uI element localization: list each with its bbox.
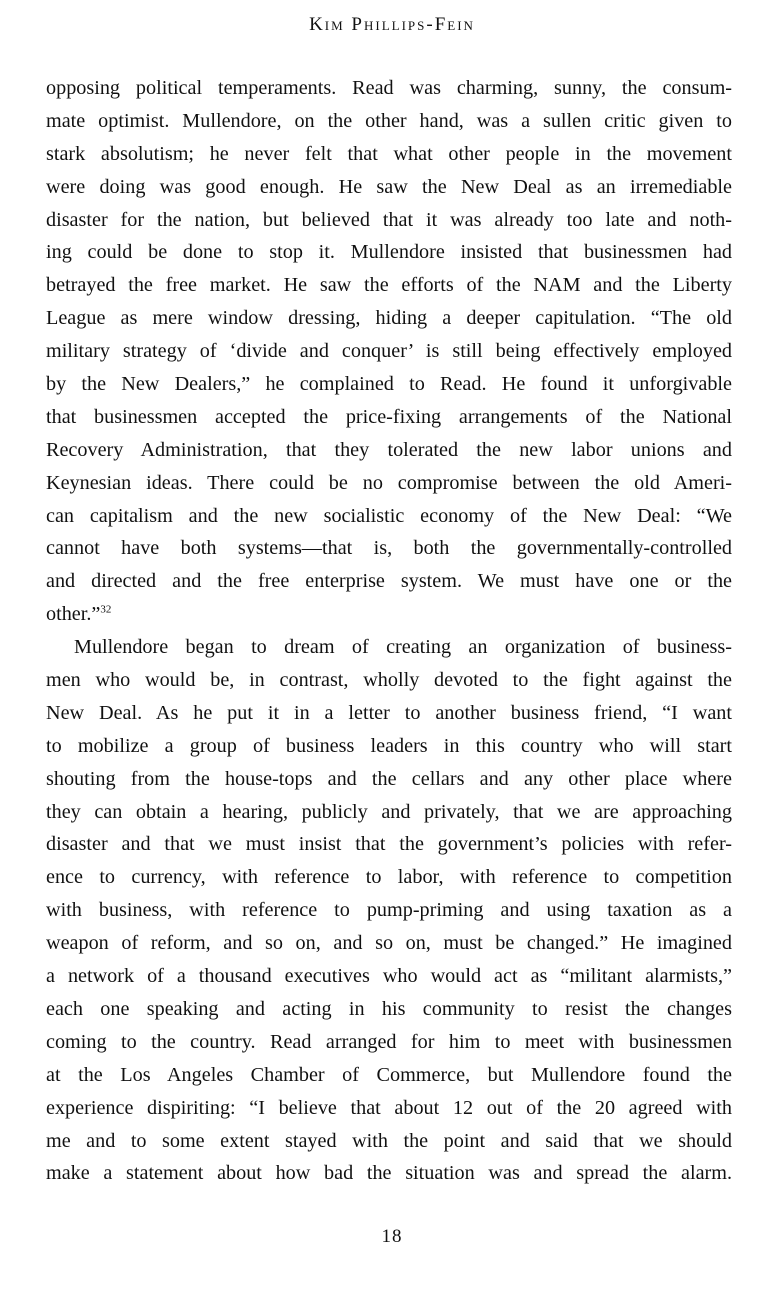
paragraph-2 xyxy=(46,631,732,1190)
text-line: stark absolutism; he never felt that what other people in the movement xyxy=(46,142,732,165)
text-line: men who would be, in contrast, wholly devoted to the fight against the xyxy=(46,669,732,692)
text-line: by the New Dealers,” he complained to Read. He found it unforgivable xyxy=(46,373,732,396)
text-line: weapon of reform, and so on, and so on, must be changed.” He imagined xyxy=(46,932,732,955)
text-line-content: other.” xyxy=(46,603,101,626)
body-text xyxy=(46,72,732,1190)
text-line: and directed and the free enterprise system. We must have one or the xyxy=(46,570,732,593)
text-line: ence to currency, with reference to labor, with reference to competition xyxy=(46,866,732,889)
text-line: military strategy of ‘divide and conquer’ is still being effectively employed xyxy=(46,340,732,363)
text-line: disaster and that we must insist that the government’s policies with refer- xyxy=(46,833,732,856)
text-line: New Deal. As he put it in a letter to another business friend, “I want xyxy=(46,701,732,724)
text-line: Recovery Administration, that they tolerated the new labor unions and xyxy=(46,438,732,461)
text-line: me and to some extent stayed with the point and said that we should xyxy=(46,1129,732,1152)
text-line: that businessmen accepted the price-fixing arrangements of the National xyxy=(46,405,732,428)
text-line: Mullendore began to dream of creating an organization of business- xyxy=(74,636,732,659)
text-line: Keynesian ideas. There could be no compromise between the old Ameri- xyxy=(46,471,732,494)
text-line: cannot have both systems—that is, both the governmentally-controlled xyxy=(46,537,732,560)
running-head: Kim Phillips-Fein xyxy=(309,14,475,35)
text-line: to mobilize a group of business leaders in this country who will start xyxy=(46,734,732,757)
text-line: mate optimist. Mullendore, on the other hand, was a sullen critic given to xyxy=(46,109,732,132)
text-line: were doing was good enough. He saw the New Deal as an irremediable xyxy=(46,175,732,198)
text-line: with business, with reference to pump-priming and using taxation as a xyxy=(46,899,732,922)
text-line: League as mere window dressing, hiding a deeper capitulation. “The old xyxy=(46,307,732,330)
text-line: experience dispiriting: “I believe that about 12 out of the 20 agreed with xyxy=(46,1096,732,1119)
text-line: ing could be done to stop it. Mullendore insisted that businessmen had xyxy=(46,241,732,264)
footnote-reference: 32 xyxy=(100,603,112,616)
text-line: disaster for the nation, but believed that it was already too late and noth- xyxy=(46,208,732,231)
text-line: make a statement about how bad the situation was and spread the alarm. xyxy=(46,1162,732,1185)
text-line: shouting from the house-tops and the cellars and any other place where xyxy=(46,767,732,790)
text-line: betrayed the free market. He saw the efforts of the NAM and the Liberty xyxy=(46,274,732,297)
text-line xyxy=(46,598,732,631)
text-line: can capitalism and the new socialistic economy of the New Deal: “We xyxy=(46,504,732,527)
page-number: 18 xyxy=(381,1226,403,1247)
text-line: coming to the country. Read arranged for him to meet with businessmen xyxy=(46,1030,732,1053)
text-line: a network of a thousand executives who would act as “militant alarmists,” xyxy=(46,965,732,988)
paragraph-1 xyxy=(46,72,732,631)
text-line: at the Los Angeles Chamber of Commerce, but Mullendore found the xyxy=(46,1063,732,1086)
text-line: opposing political temperaments. Read was charming, sunny, the consum- xyxy=(46,77,732,99)
text-line: each one speaking and acting in his community to resist the changes xyxy=(46,997,732,1020)
text-line: they can obtain a hearing, publicly and privately, that we are approaching xyxy=(46,800,732,823)
